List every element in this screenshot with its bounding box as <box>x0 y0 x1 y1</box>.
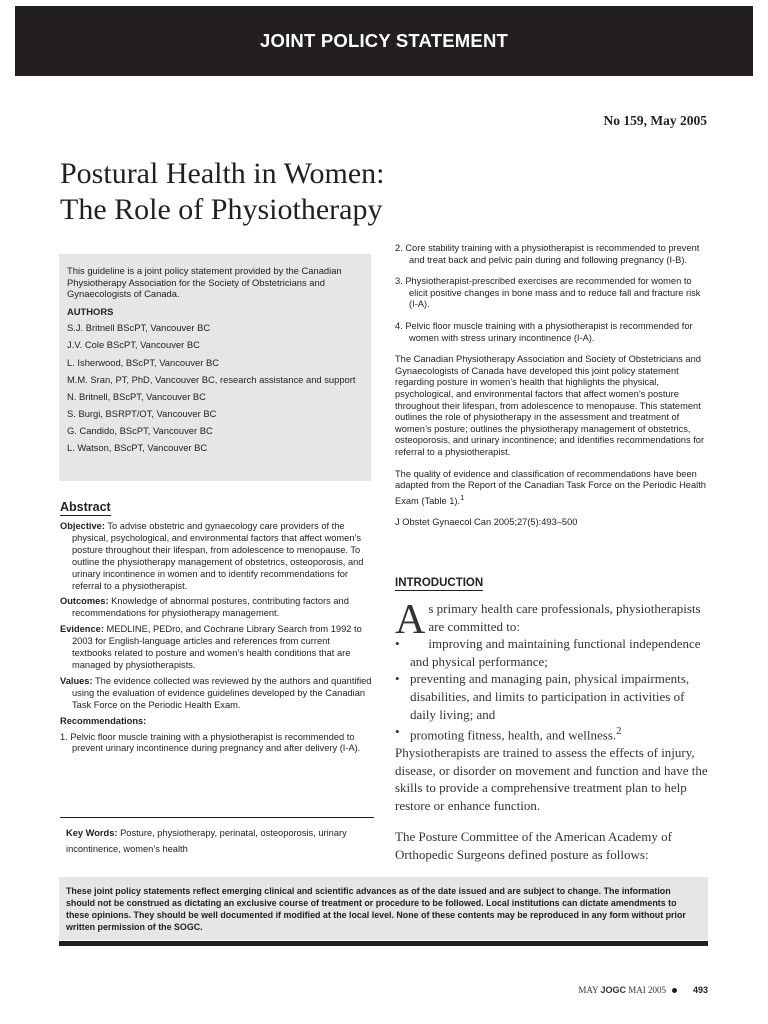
author-item: N. Britnell, BScPT, Vancouver BC <box>67 390 206 402</box>
disclaimer-box: These joint policy statements reflect emerging clinical and scientific advances as of the date issued and are subject to change. The information should not be construed as dictating an exclusive course of treatment or procedure to be followed. Local institutions can dictate amendments to these opinions. They should be well documented if modified at the local level. None of these contents may be reproduced in any form without prior written permission of the SOGC. <box>59 877 708 940</box>
author-item: L. Isherwood, BScPT, Vancouver BC <box>67 356 219 368</box>
keywords <box>66 825 366 857</box>
evidence-quality-text: The quality of evidence and classification of recommendations have been adapted from the Report of the Canadian Task Force on the Periodic Health Exam (Table 1). <box>395 468 706 506</box>
reference-marker: 2 <box>616 725 622 738</box>
introduction-body <box>395 597 711 864</box>
abstract-heading: Abstract <box>60 500 111 514</box>
recommendation-3: 3. Physiotherapist-prescribed exercises are recommended for women to elicit positive changes in bone mass and to reduce fall and fracture risk (I-A). <box>395 276 701 310</box>
evidence-label: Evidence: <box>60 624 104 635</box>
author-item: J.V. Cole BScPT, Vancouver BC <box>67 339 200 351</box>
recommendation-2: 2. Core stability training with a physiotherapist is recommended to prevent and treat back and pelvic pain during and following pregnancy (I-B). <box>395 243 700 265</box>
recommendation-4: 4. Pelvic floor muscle training with a physiotherapist is recommended for women with stress urinary incontinence (I-A). <box>395 320 693 343</box>
abstract-values <box>60 676 372 712</box>
outcomes-text: Knowledge of abnormal postures, contributing factors and recommendations for physiotherapy management. <box>72 596 349 619</box>
author-item: S.J. Britnell BScPT, Vancouver BC <box>67 322 211 334</box>
list-item: • improving and maintaining functional independence and physical performance; <box>395 635 711 670</box>
introduction-heading: INTRODUCTION <box>395 577 484 589</box>
statement-overview: The Canadian Physiotherapy Association and Society of Obstetricians and Gynaecologists of Canada have developed this joint policy statement regarding posture in women’s health that highlights the physical, psychological, and environmental factors that affect women’s posture throughout their lifespan, from adolescence to menopause. This statement outlines the role of physiotherapy in the assessment and treatment of women’s posture; outlines the physiotherapy management of obstetrics, osteoporosis, and urinary incontinence; and identifies recommendations for referral to a physiotherapist. <box>395 354 705 457</box>
list-item: • preventing and managing pain, physical impairments, disabilities, and limits to participation in activities of daily living; and <box>395 670 711 723</box>
banner-title: JOINT POLICY STATEMENT <box>260 30 508 51</box>
bottom-rule <box>59 941 708 946</box>
intro-lead <box>395 597 711 643</box>
footer-mai: MAI 2005 <box>628 985 666 995</box>
author-item: L. Watson, BScPT, Vancouver BC <box>67 442 208 454</box>
abstract-outcomes <box>60 596 372 620</box>
commitments-list <box>395 635 711 744</box>
title-line-2: The Role of Physiotherapy <box>60 193 383 226</box>
intro-paragraph-3: The Posture Committee of the American Academy of Orthopedic Surgeons defined posture as follows: <box>395 829 672 863</box>
intro-lead-text: s primary health care professionals, physiotherapists are committed to: <box>428 601 701 634</box>
values-label: Values: <box>60 675 93 686</box>
reference-marker: 1 <box>460 492 465 502</box>
title-line-1: Postural Health in Women: <box>60 157 385 190</box>
authors-heading: AUTHORS <box>67 305 114 317</box>
keywords-divider <box>60 817 374 818</box>
author-info-box <box>59 254 371 481</box>
recommendations-heading: Recommendations: <box>60 715 147 726</box>
guideline-intro: This guideline is a joint policy statement provided by the Canadian Physiotherapy Association for the Society of Obstetricians and Gynaecologists of Canada. <box>67 265 342 300</box>
journal-citation: J Obstet Gynaecol Can 2005;27(5):493–500 <box>395 517 578 528</box>
keywords-text: Posture, physiotherapy, perinatal, osteoporosis, urinary incontinence, women’s health <box>66 828 347 854</box>
recommendation-1: 1. Pelvic floor muscle training with a physiotherapist is recommended to prevent urinary incontinence during pregnancy and after delivery (I-A). <box>60 731 361 754</box>
values-text: The evidence collected was reviewed by the authors and quantified using the evaluation of evidence guidelines developed by the Canadian Task Force on the Periodic Health Exam. <box>72 675 372 710</box>
abstract-body <box>60 521 372 759</box>
bullet-dot-icon <box>672 988 677 993</box>
issue-number: No 159, May 2005 <box>603 113 707 128</box>
right-column <box>395 243 709 539</box>
objective-label: Objective: <box>60 521 105 531</box>
abstract-evidence <box>60 624 372 672</box>
author-item: M.M. Sran, PT, PhD, Vancouver BC, research assistance and support <box>67 373 356 385</box>
evidence-quality-note <box>395 469 709 508</box>
author-item: S. Burgi, BSRPT/OT, Vancouver BC <box>67 407 217 419</box>
list-item-text: promoting fitness, health, and wellness. <box>410 727 617 743</box>
article-title <box>60 156 385 228</box>
intro-paragraph-2: Physiotherapists are trained to assess the effects of injury, disease, or disorder on movement and function and have the skills to provide a comprehensive treatment plan to help restore or enhance function. <box>395 745 708 813</box>
outcomes-label: Outcomes: <box>60 596 109 607</box>
page-number: 493 <box>692 985 708 995</box>
abstract-objective <box>60 521 372 592</box>
keywords-label: Key Words: <box>66 828 118 838</box>
footer-journal: JOGC <box>600 985 626 995</box>
header-banner <box>15 6 753 76</box>
list-item <box>395 723 711 744</box>
author-item: G. Candido, BScPT, Vancouver BC <box>67 424 213 436</box>
page-footer <box>578 985 708 995</box>
footer-may: MAY <box>578 985 599 995</box>
drop-cap: A <box>395 597 426 643</box>
objective-text: To advise obstetric and gynaecology care providers of the physical, psychological, and environmental factors that affect women’s posture throughout their lifespan, from adolescence to menopause. To outline the physiotherapy management of obstetrics, osteoporosis, and urinary incontinence in women and to identify recommendations for referral to a physiotherapist. <box>72 521 364 591</box>
evidence-text: MEDLINE, PEDro, and Cochrane Library Search from 1992 to 2003 for English-language articles and references from current textbooks related to posture and women’s health conditions that are managed by physiotherapists. <box>72 624 362 670</box>
running-footer <box>578 985 666 995</box>
